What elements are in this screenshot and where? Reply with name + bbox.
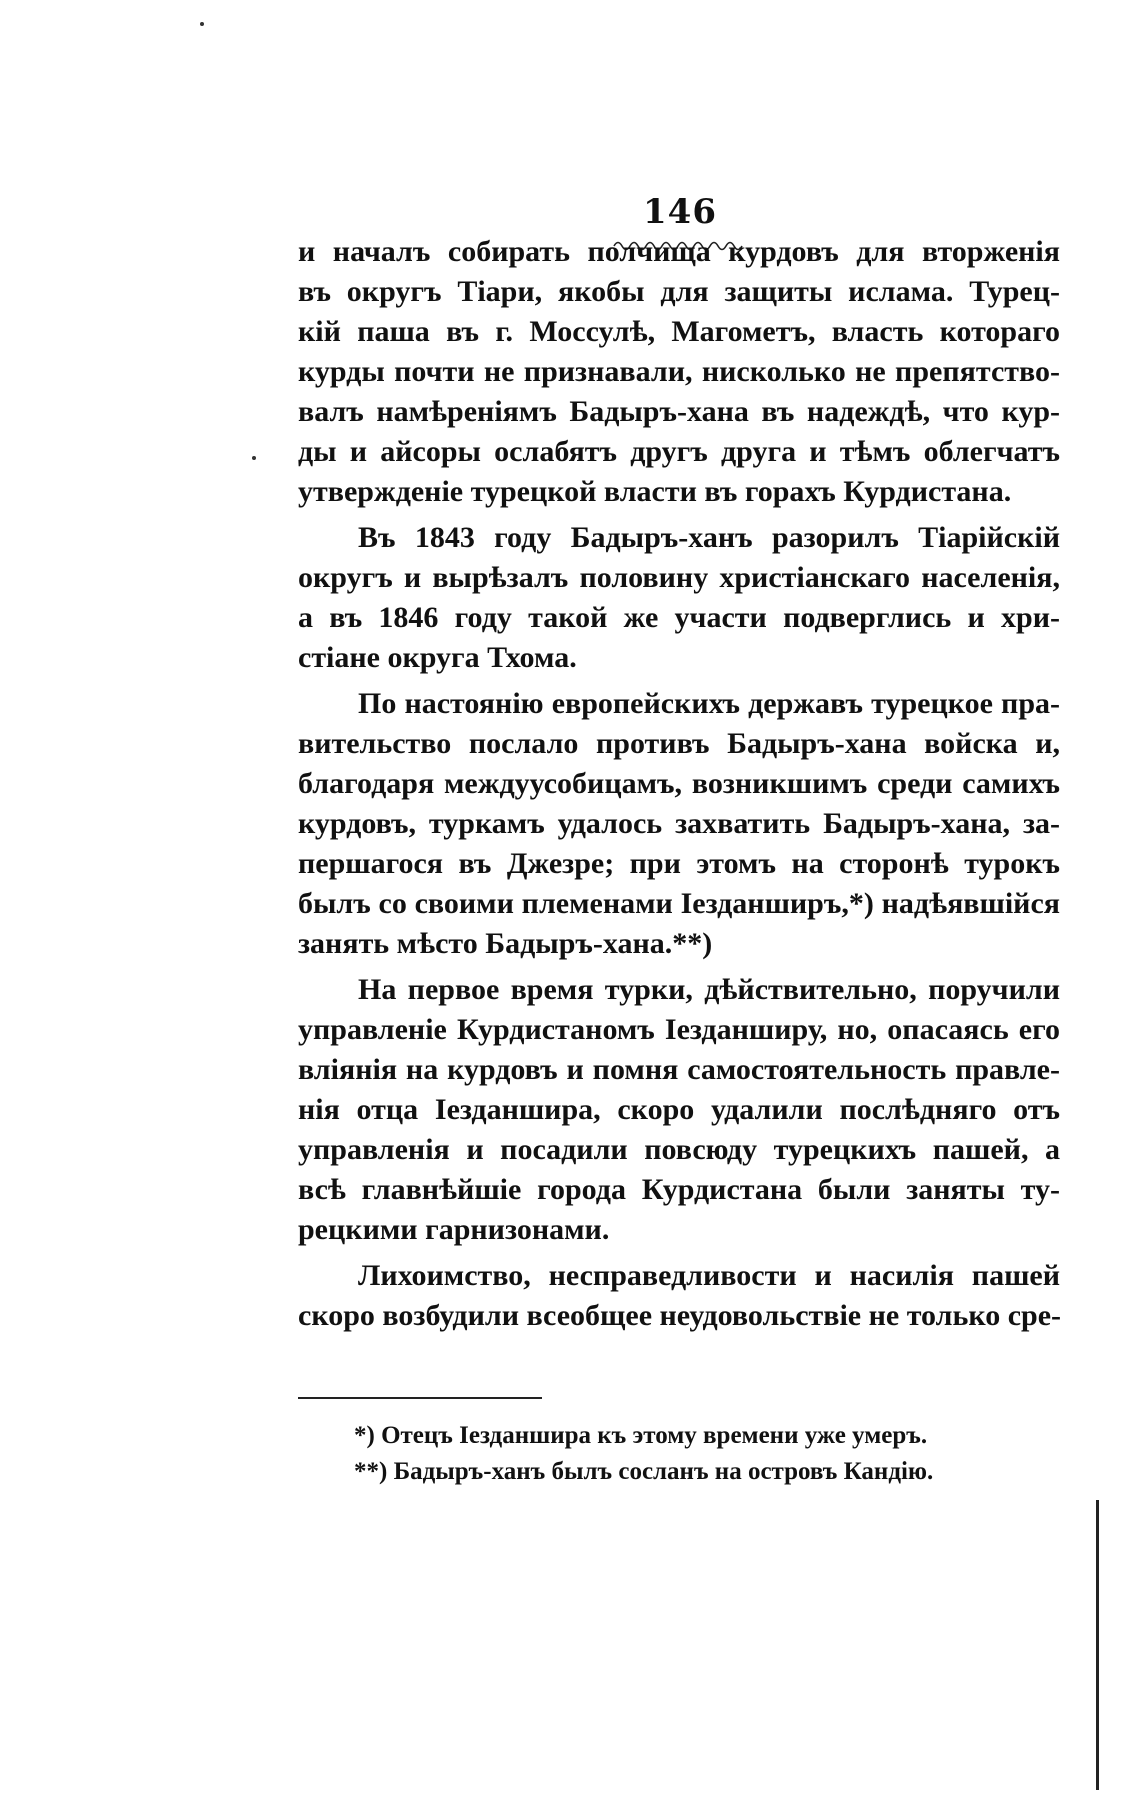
- text-line: всѣ главнѣйшіе города Курдистана были заняты ту-: [298, 1173, 1060, 1206]
- text-line: курды почти не признавали, нисколько не препятство-: [298, 355, 1060, 388]
- text-line: и началъ собирать полчища курдовъ для вторженія: [298, 235, 1060, 268]
- text-line: вліянія на курдовъ и помня самостоятельность правле-: [298, 1053, 1060, 1086]
- paragraph-2: [298, 518, 1060, 678]
- text-line: курдовъ, туркамъ удалось захватить Бадыръ-хана, за-: [298, 807, 1060, 840]
- text-line: валъ намѣреніямъ Бадыръ-хана въ надеждѣ, что кур-: [298, 395, 1060, 428]
- text-line: ды и айсоры ослабятъ другъ друга и тѣмъ облегчатъ: [298, 435, 1060, 468]
- text-line: округъ и вырѣзалъ половину христіанскаго населенія,: [298, 561, 1060, 594]
- paragraph-4: [298, 970, 1060, 1250]
- text-line: На первое время турки, дѣйствительно, поручили: [358, 973, 1060, 1006]
- footnote-divider: [298, 1397, 542, 1399]
- text-line: рецкими гарнизонами.: [298, 1213, 610, 1246]
- text-line: въ округъ Тіари, якобы для защиты ислама. Турец-: [298, 275, 1060, 308]
- text-line: вительство послало противъ Бадыръ-хана войска и,: [298, 727, 1060, 760]
- paragraph-5: [298, 1256, 1060, 1336]
- text-line: утвержденіе турецкой власти въ горахъ Курдистана.: [298, 475, 1012, 508]
- text-line: стіане округа Тхома.: [298, 641, 577, 674]
- text-line: Лихоимство, несправедливости и насилія пашей: [358, 1259, 1060, 1292]
- footnote-1: *) Отецъ Іезданшира къ этому времени уже умеръ.: [354, 1422, 928, 1449]
- text-line: былъ со своими племенами Іезданширъ,*) надѣявшійся: [298, 887, 1060, 920]
- text-line: першагося въ Джезре; при этомъ на сторонѣ турокъ: [298, 847, 1060, 880]
- paragraph-3: [298, 684, 1060, 964]
- body-text: [298, 232, 1060, 1342]
- text-line: нія отца Іезданшира, скоро удалили послѣдняго отъ: [298, 1093, 1060, 1126]
- page-number: 146: [643, 192, 717, 232]
- footnotes: [354, 1418, 1054, 1490]
- text-line: По настоянію европейскихъ державъ турецкое пра-: [358, 687, 1060, 720]
- text-line: благодаря междуусобицамъ, возникшимъ среди самихъ: [298, 767, 1060, 800]
- paragraph-1: [298, 232, 1060, 512]
- text-line: кій паша въ г. Моссулѣ, Магометъ, власть котораго: [298, 315, 1060, 348]
- text-line: Въ 1843 году Бадыръ-ханъ разорилъ Тіарійскій: [358, 521, 1060, 554]
- page-edge-shadow: [1096, 1500, 1099, 1790]
- scan-speck: [252, 456, 256, 460]
- text-line: скоро возбудили всеобщее неудовольствіе не только сре-: [298, 1299, 1062, 1332]
- text-line: занять мѣсто Бадыръ-хана.**): [298, 927, 713, 960]
- scan-speck: [200, 22, 204, 26]
- text-line: управленіе Курдистаномъ Іезданширу, но, опасаясь его: [298, 1013, 1060, 1046]
- text-line: а въ 1846 году такой же участи подверглись и хри-: [298, 601, 1060, 634]
- footnote-2: **) Бадыръ-ханъ былъ сосланъ на островъ Кандію.: [354, 1458, 934, 1485]
- text-line: управленія и посадили повсюду турецкихъ пашей, а: [298, 1133, 1060, 1166]
